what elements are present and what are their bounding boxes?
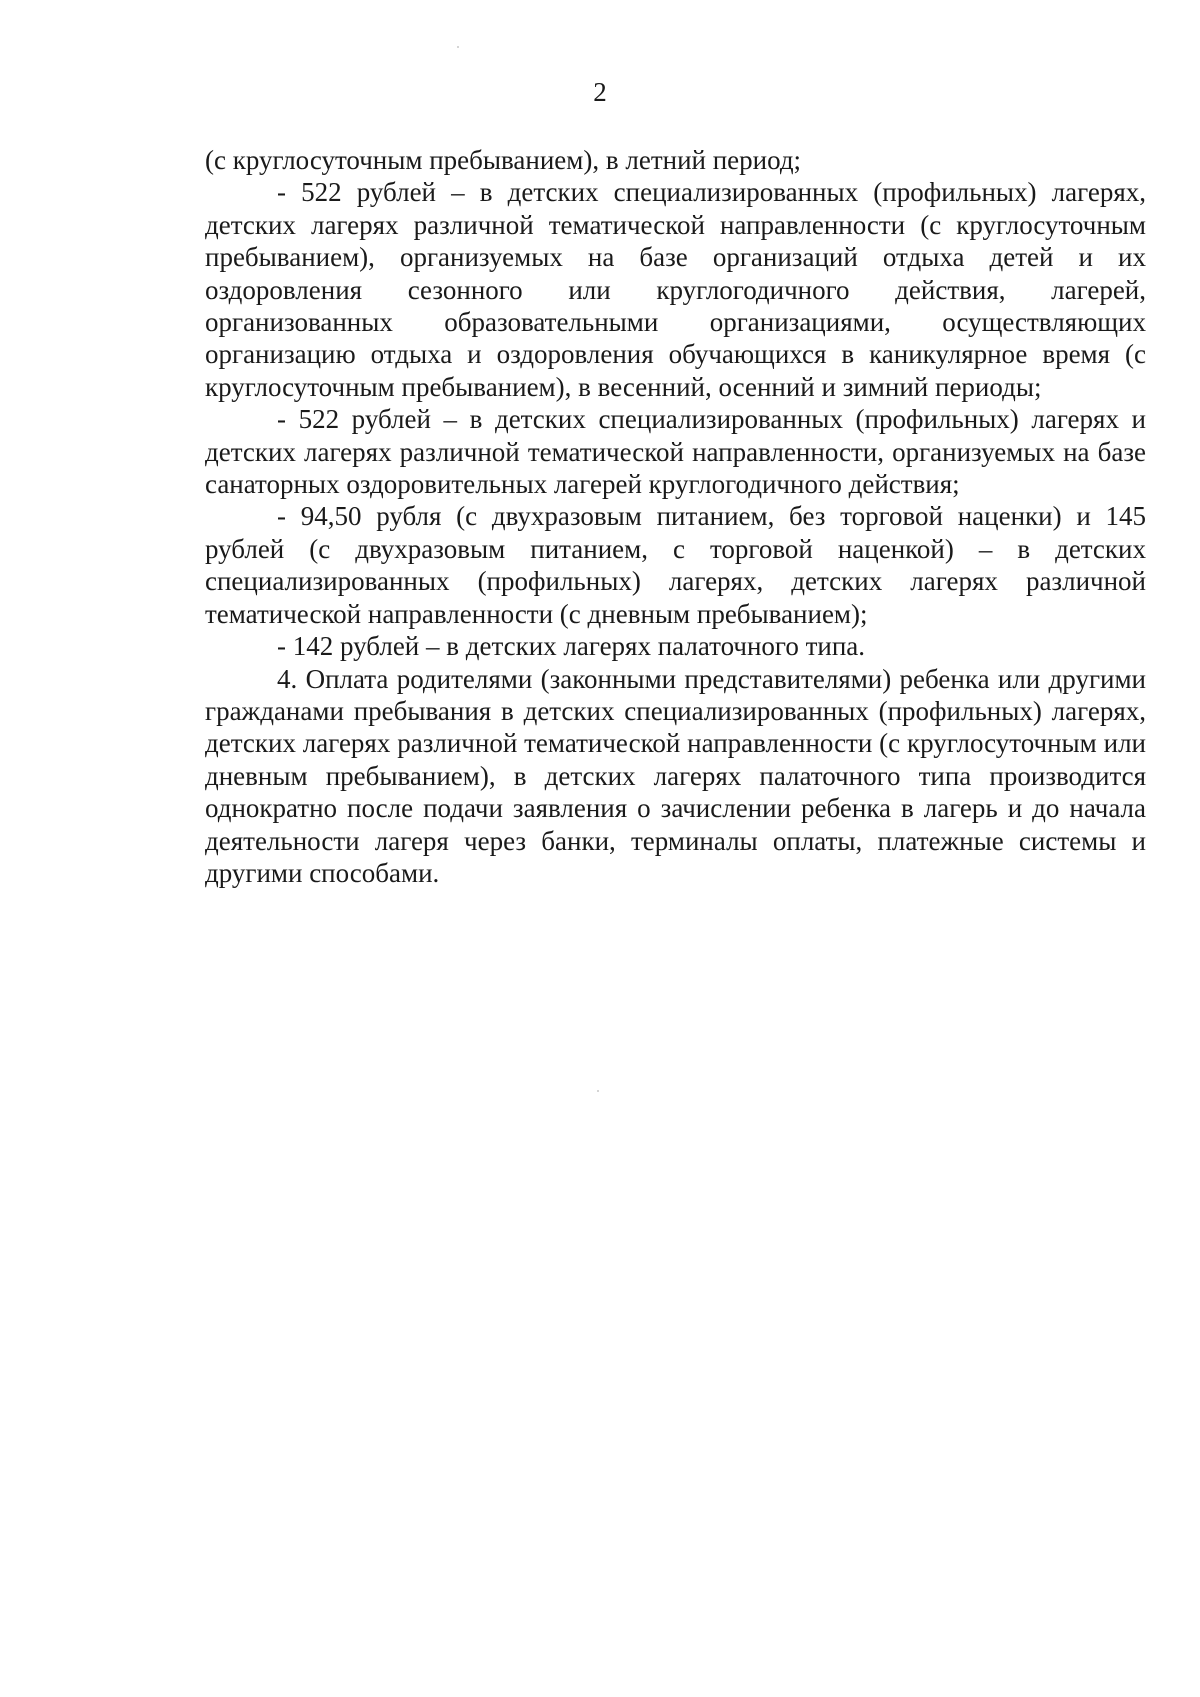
paragraph-522-rub-sanatorium-camps: - 522 рублей – в детских специализированных (профильных) лагерях и детских лагерях различной тематической направленности, организуемых на базе санаторных оздоровительных лагерей круглогодичного действия; bbox=[205, 404, 1146, 500]
page-number: 2 bbox=[593, 77, 607, 107]
paragraph-142-rub-tent-camps: - 142 рублей – в детских лагерях палаточного типа. bbox=[277, 631, 866, 662]
scan-speck bbox=[457, 46, 459, 48]
paragraph-522-rub-seasonal-camps: - 522 рублей – в детских специализированных (профильных) лагерях, детских лагерях различной тематической направленности (с круглосуточным пребыванием), организуемых на базе организаций отдыха детей и их оздоровления сезонного или круглогодичного действия, лагерей, организованных образовательными организациями, осуществляющих организацию отдыха и оздоровления обучающихся в каникулярное время (с круглосуточным пребыванием), в весенний, осенний и зимний периоды; bbox=[205, 177, 1146, 402]
paragraph-94-50-and-145-rub-day-camps: - 94,50 рубля (с двухразовым питанием, без торговой наценки) и 145 рублей (с двухразовым питанием, с торговой наценкой) – в детских специализированных (профильных) лагерях, детских лагерях различной тематической направленности (с дневным пребыванием); bbox=[205, 501, 1146, 629]
paragraph-continuation-summer-period: (с круглосуточным пребыванием), в летний период; bbox=[205, 145, 802, 175]
paragraph-item-4-payment: 4. Оплата родителями (законными представителями) ребенка или другими гражданами пребывания в детских специализированных (профильных) лагерях, детских лагерях различной тематической направленности (с круглосуточным или дневным пребыванием), в детских лагерях палаточного типа производится однократно после подачи заявления о зачислении ребенка в лагерь и до начала деятельности лагеря через банки, терминалы оплаты, платежные системы и другими способами. bbox=[205, 663, 1146, 888]
scan-speck bbox=[597, 1090, 599, 1092]
document-body bbox=[205, 144, 1146, 889]
